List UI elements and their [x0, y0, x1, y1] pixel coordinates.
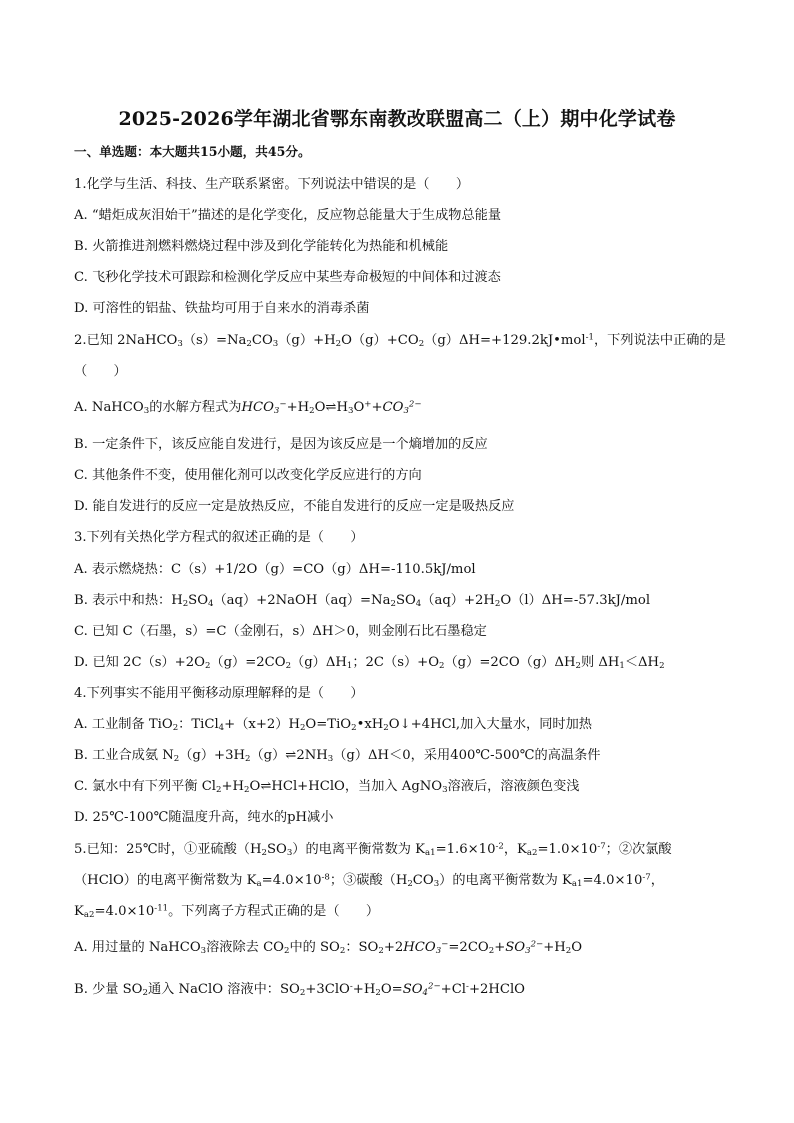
q3-option-b: B. 表示中和热：$H_2SO_4(aq)+2NaOH(aq)=Na_2SO_4(aq)+2H_2O(l)\Delta H=-57.3kJ$/mol: [74, 593, 651, 610]
q4-option-c: C. 氯水中有下列平衡 $Cl_2+H_2O\rightleftharpoons HCl+HClO$，当加入 AgNO$_3$溶液后，溶液颜色变浅: [74, 779, 580, 796]
q1-stem: 1.化学与生活、科技、生产联系紧密。下列说法中错误的是（ ）: [74, 177, 470, 192]
q1-option-b: B. 火箭推进剂燃料燃烧过程中涉及到化学能转化为热能和机械能: [74, 239, 449, 254]
q5-option-a: A. 用过量的 NaHCO$_3$溶液除去 $CO_2$中的 $SO_2$：$SO_2+2HCO_3^-=2CO_2+SO_3^{2-}+H_2O$: [74, 939, 583, 957]
q1-option-d: D. 可溶性的铝盐、铁盐均可用于自来水的消毒杀菌: [74, 301, 370, 316]
section-header: 一、单选题：本大题共15小题，共45分。: [74, 144, 311, 159]
q3-stem: 3.下列有关热化学方程式的叙述正确的是（ ）: [74, 530, 364, 545]
q3-option-c: C. 已知 C（石墨，s）=C（金刚石，s）ΔH＞0，则金刚石比石墨稳定: [74, 624, 487, 639]
q1-option-c: C. 飞秒化学技术可跟踪和检测化学反应中某些寿命极短的中间体和过渡态: [74, 270, 501, 285]
q4-option-b: B. 工业合成氨 $N_2(g)+3H_2(g)\rightleftharpoons 2NH_3(g)\Delta H<0$，采用400℃-500℃的高温条件: [74, 748, 601, 765]
q2-option-c: C. 其他条件不变，使用催化剂可以改变化学反应进行的方向: [74, 468, 422, 483]
q5-stem-line1: 5.已知：25℃时，①亚硫酸$(H_2SO_3)$的电离平衡常数为 $K_{a1}=1.6\times 10^{-2}$，$K_{a2}=1.0\times 10^{-7}$；②次氯酸: [74, 841, 672, 859]
q4-stem: 4.下列事实不能用平衡移动原理解释的是（ ）: [74, 686, 364, 701]
page-title: 2025-2026学年湖北省鄂东南教改联盟高二（上）期中化学试卷: [118, 108, 676, 130]
q3-option-d: D. 已知 $2C(s)+2O_2(g)=2CO_2(g)\Delta H_1$；$2C(s)+O_2(g)=2CO(g)\Delta H_2$则 $\Delta H_1<\Delta H_2$: [74, 655, 665, 672]
q5-stem-line2: （HClO）的电离平衡常数为 $K_a=4.0\times 10^{-8}$；③碳酸$(H_2CO_3)$的电离平衡常数为 $K_{a1}=4.0\times 10^{-7}$，: [74, 872, 664, 890]
q3-option-a: A. 表示燃烧热：C（s）+1/2O（g）=CO（g）ΔH=-110.5kJ/mol: [74, 562, 476, 577]
q5-option-b: B. 少量 $SO_2$通入 NaClO 溶液中：$SO_2+3ClO^-+H_2O=SO_4^{2-}+Cl^-+2HClO$: [74, 981, 525, 999]
q4-option-a: A. 工业制备 TiO$_2$：$TiCl_4+(x+2)H_2O=TiO_2•xH_2O↓+4HCl$,加入大量水，同时加热: [74, 717, 592, 734]
q2-stem-continued: （ ）: [74, 364, 127, 379]
q2-option-a: A. NaHCO$_3$的水解方程式为$HCO_3^-+H_2O\rightleftharpoons H_3O^++CO_3^{2-}$: [74, 399, 422, 417]
q2-option-b: B. 一定条件下，该反应能自发进行，是因为该反应是一个熵增加的反应: [74, 437, 488, 452]
q2-option-d: D. 能自发进行的反应一定是放热反应，不能自发进行的反应一定是吸热反应: [74, 499, 515, 514]
q1-option-a: A. “蜡炬成灰泪始干”描述的是化学变化，反应物总能量大于生成物总能量: [74, 208, 502, 223]
q4-option-d: D. 25℃-100℃随温度升高，纯水的pH减小: [74, 810, 334, 825]
q5-stem-line3: $K_{a2}=4.0\times 10^{-11}$。下列离子方程式正确的是（ ）: [74, 903, 380, 921]
q2-stem: 2.已知 $2NaHCO_3(s)=Na_2CO_3(g)+H_2O(g)+CO_2(g)\Delta H=+129.2kJ•mol^{-1}$，下列说法中正确的是: [74, 332, 726, 350]
